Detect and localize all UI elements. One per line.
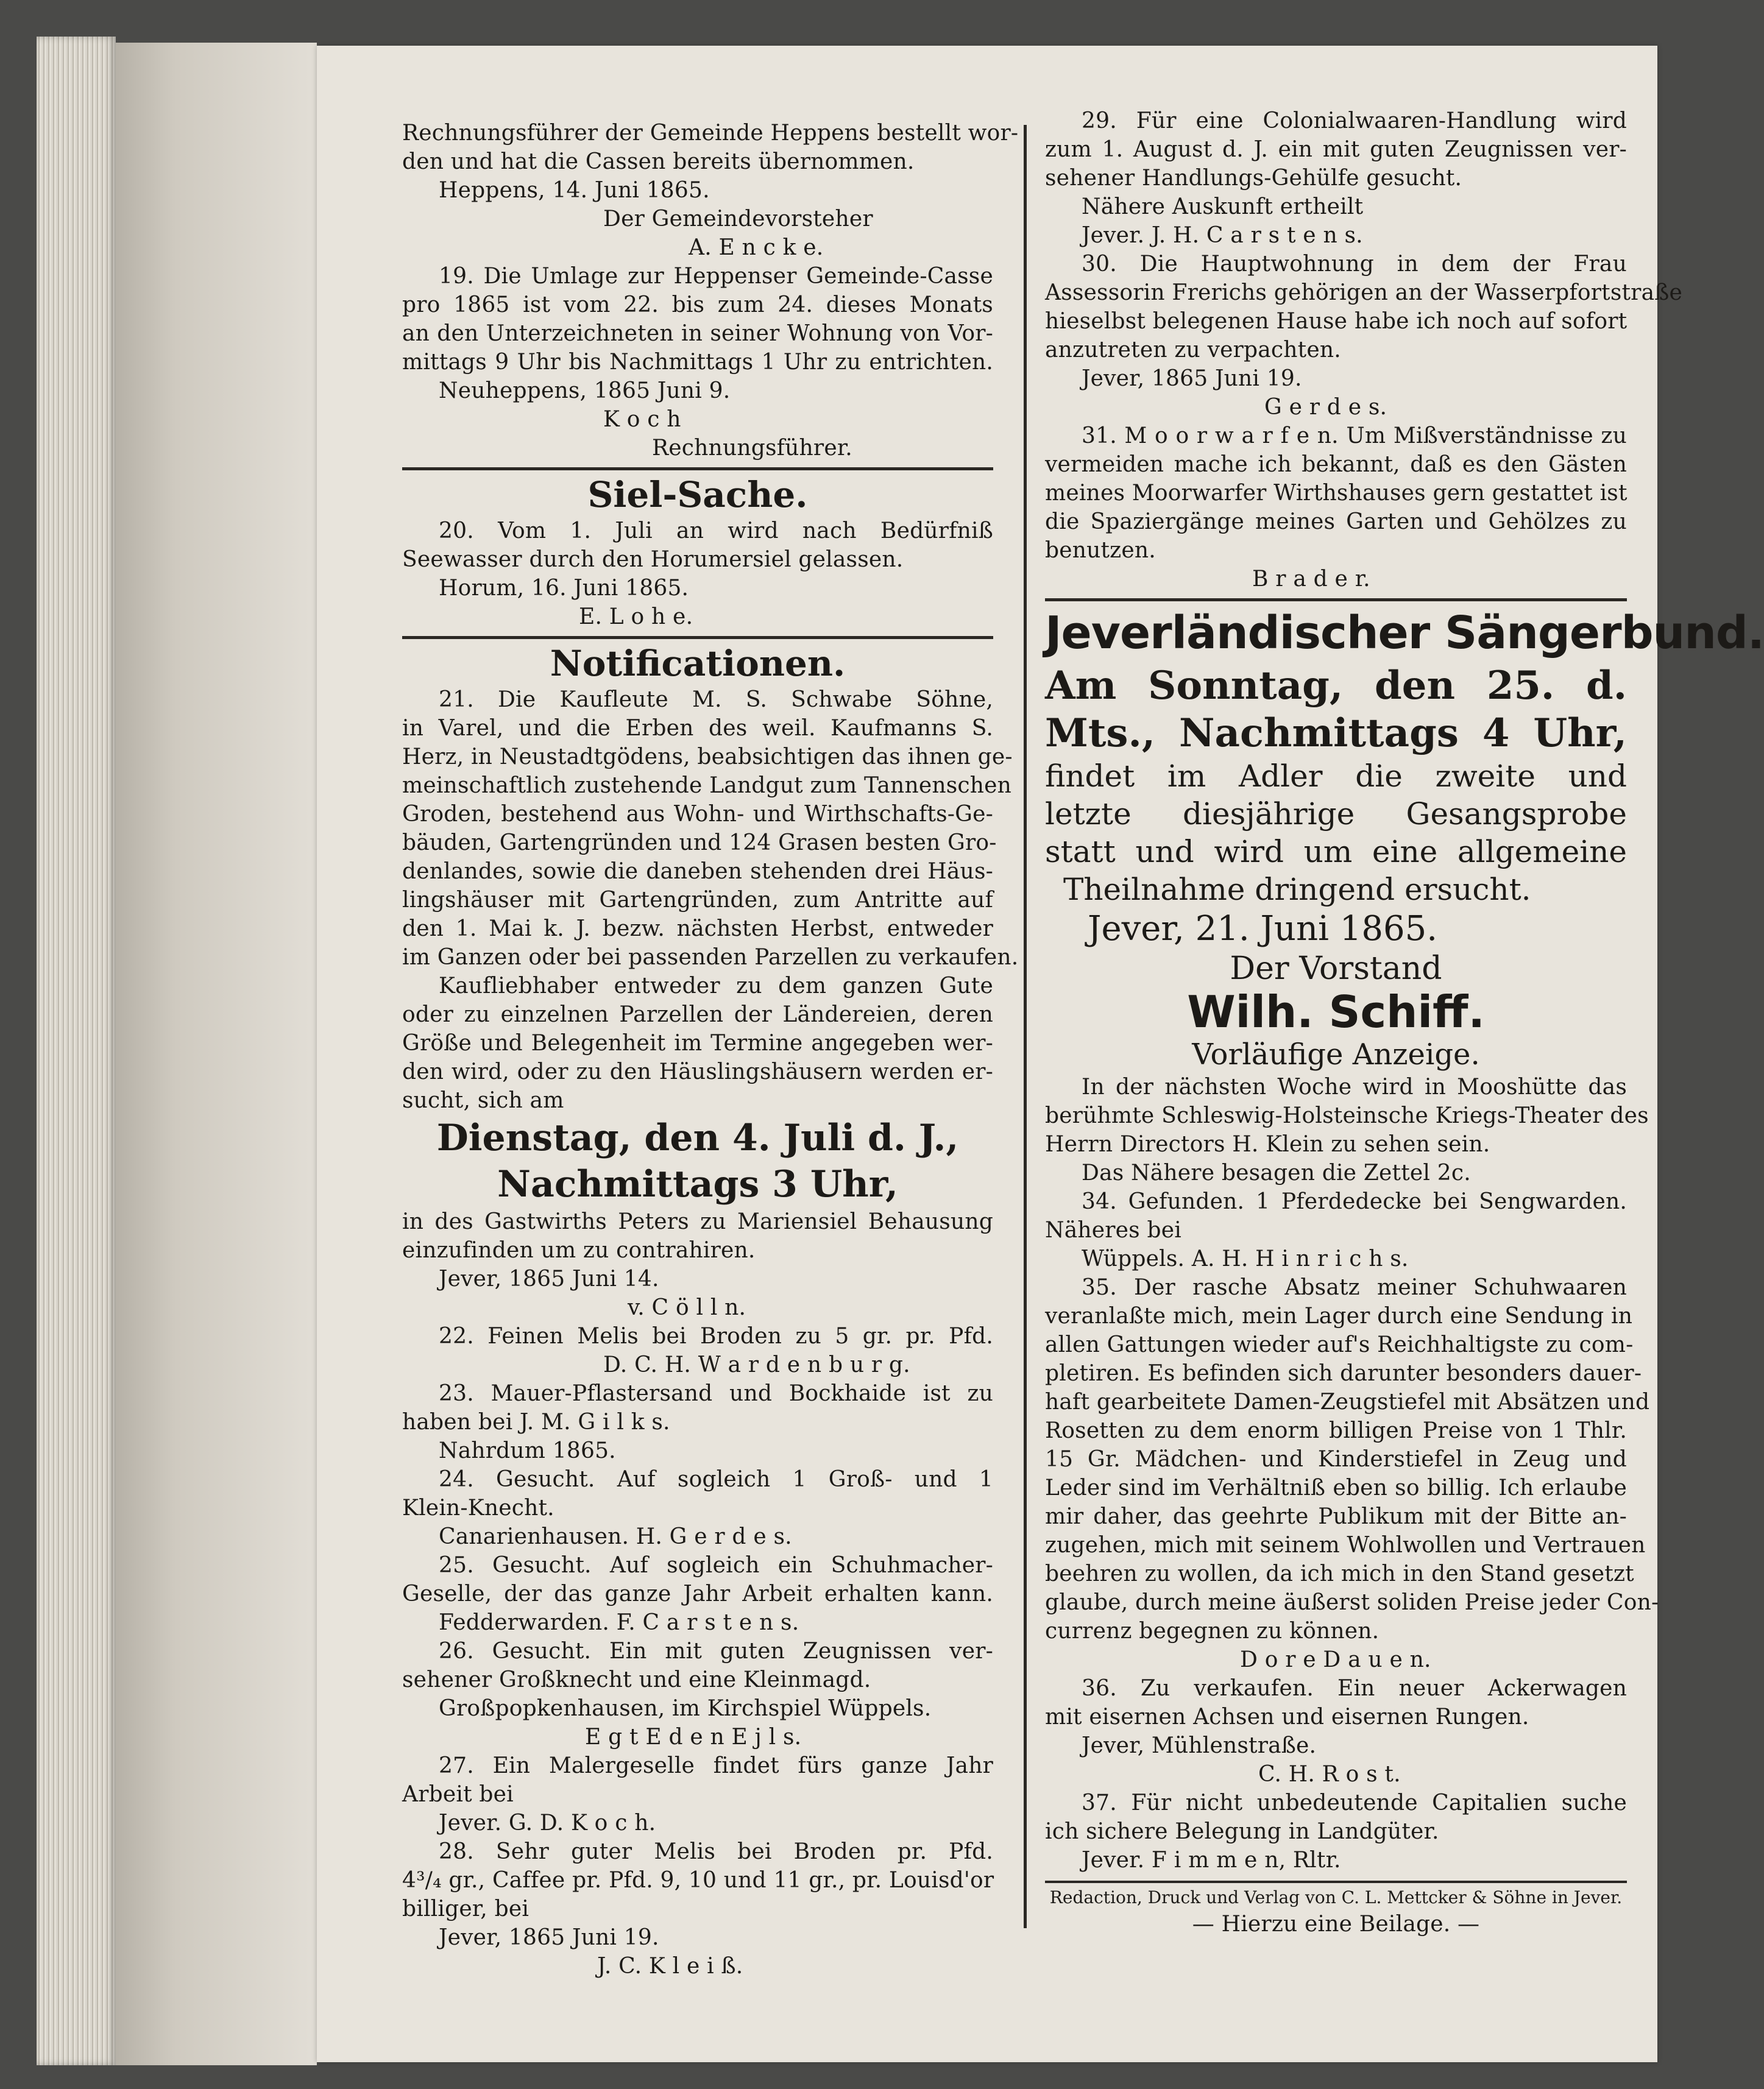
newspaper-page [317, 46, 1764, 2062]
text-line: allen Gattungen wieder auf's Reichhaltigste zu com- [1045, 1332, 1634, 1357]
text-line: In der nächsten Woche wird in Mooshütte das [1082, 1075, 1627, 1100]
text-line: denlandes, sowie die daneben stehenden drei Häus- [402, 859, 993, 884]
text-line: Wüppels. A. H. H i n r i c h s. [1082, 1246, 1409, 1271]
termin-date: Dienstag, den 4. Juli d. J., [436, 1117, 959, 1159]
text-line: mit eisernen Achsen und eisernen Rungen. [1045, 1705, 1529, 1730]
ad-line: statt und wird um eine allgemeine [1045, 834, 1627, 869]
text-line: den 1. Mai k. J. bezw. nächsten Herbst, entweder [402, 916, 993, 941]
text-line: Rechnungsführer der Gemeinde Heppens bestellt wor- [402, 121, 1019, 146]
text-line: Heppens, 14. Juni 1865. [439, 178, 710, 203]
theatre-notice [1045, 1073, 1649, 1187]
ad-signature-name: Wilh. Schiff. [1187, 986, 1485, 1037]
text-line: Nahrdum 1865. [439, 1438, 616, 1463]
text-line: Näheres bei [1045, 1218, 1181, 1243]
text-line: anzutreten zu verpachten. [1045, 338, 1341, 362]
ad-line: Theilnahme dringend ersucht. [1063, 872, 1531, 907]
text-line: currenz begegnen zu können. [1045, 1619, 1380, 1644]
text-line: 20. Vom 1. Juli an wird nach Bedürfniß [439, 518, 993, 543]
text-line: E g t E d e n E j l s. [585, 1725, 802, 1750]
text-line: an den Unterzeichneten in seiner Wohnung von Vor- [402, 321, 993, 346]
text-line: Jever, 1865 Juni 19. [1082, 366, 1302, 391]
text-line: 26. Gesucht. Ein mit guten Zeugnissen ver- [439, 1639, 993, 1664]
text-line: v. C ö l l n. [628, 1295, 746, 1320]
text-line: Kaufliebhaber entweder zu dem ganzen Gute [439, 974, 993, 999]
text-line: Das Nähere besagen die Zettel 2c. [1082, 1161, 1471, 1186]
text-line: zugehen, mich mit seinem Wohlwollen und Vertrauen [1045, 1533, 1646, 1558]
text-line: Nähere Auskunft ertheilt [1082, 194, 1364, 219]
text-line: 29. Für eine Colonialwaaren-Handlung wird [1082, 108, 1627, 133]
text-line: 36. Zu verkaufen. Ein neuer Ackerwagen [1082, 1676, 1627, 1701]
text-line: den und hat die Cassen bereits übernommen. [402, 149, 915, 174]
text-line: 30. Die Hauptwohnung in dem der Frau [1082, 252, 1627, 277]
classified-ads-right [1045, 1187, 1659, 1875]
text-line: ich sichere Belegung in Landgüter. [1045, 1819, 1439, 1844]
text-line: lingshäuser mit Gartengründen, zum Antritte auf [402, 888, 993, 913]
text-line: Größe und Belegenheit im Termine angegeben wer- [402, 1031, 993, 1056]
text-line: Herrn Directors H. Klein zu sehen sein. [1045, 1132, 1490, 1157]
text-line: Horum, 16. Juni 1865. [439, 576, 689, 601]
text-line: sehener Handlungs-Gehülfe gesucht. [1045, 166, 1462, 191]
saengerbund-banner: Jeverländischer Sängerbund. [1045, 607, 1764, 659]
text-line: 24. Gesucht. Auf sogleich 1 Groß- und 1 [439, 1467, 993, 1492]
text-line: 21. Die Kaufleute M. S. Schwabe Söhne, [439, 687, 993, 712]
ad-line-sunday: Am Sonntag, den 25. d. [1045, 663, 1627, 709]
text-line: zum 1. August d. J. ein mit guten Zeugnissen ver- [1045, 137, 1627, 162]
text-line: Arbeit bei [402, 1782, 514, 1807]
text-line: benutzen. [1045, 538, 1156, 563]
text-line: G e r d e s. [1264, 395, 1387, 420]
text-line: 25. Gesucht. Auf sogleich ein Schuhmacher- [439, 1553, 993, 1578]
text-line: Leder sind im Verhältniß eben so billig. Ich erlaube [1045, 1476, 1627, 1500]
text-line: C. H. R o s t. [1258, 1762, 1401, 1787]
text-line: einzufinden um zu contrahiren. [402, 1238, 756, 1263]
text-line: meines Moorwarfer Wirthshauses gern gestattet ist [1045, 481, 1628, 506]
text-line: Assessorin Frerichs gehörigen an der Wasserpfortstraße [1045, 280, 1682, 305]
text-line: E. L o h e. [579, 604, 693, 629]
text-line: haft gearbeitete Damen-Zeugstiefel mit Absätzen und [1045, 1390, 1650, 1415]
text-line: Jever, 1865 Juni 19. [439, 1925, 659, 1950]
text-line: veranlaßte mich, mein Lager durch eine Sendung in [1045, 1304, 1633, 1329]
text-line: A. E n c k e. [689, 235, 824, 260]
left-column [402, 119, 1019, 1981]
text-line: Canarienhausen. H. G e r d e s. [439, 1524, 792, 1549]
text-line: 28. Sehr guter Melis bei Broden pr. Pfd. [439, 1839, 993, 1864]
imprint-rule [1045, 1881, 1627, 1883]
text-line: die Spaziergänge meines Garten und Gehölzes zu [1045, 509, 1627, 534]
ad-signature-title: Der Vorstand [1230, 950, 1442, 987]
text-line: Seewasser durch den Horumersiel gelassen. [402, 547, 904, 572]
text-line: Rosetten zu dem enorm billigen Preise von 1 Thlr. [1045, 1418, 1627, 1443]
text-line: beehren zu wollen, da ich mich in den Stand gesetzt [1045, 1561, 1634, 1586]
text-line: billiger, bei [402, 1896, 530, 1921]
text-line: hieselbst belegenen Hause habe ich noch auf sofort [1045, 309, 1628, 334]
preliminary-notice-heading: Vorläufige Anzeige. [1192, 1037, 1480, 1072]
text-line: D. C. H. W a r d e n b u r g. [603, 1352, 910, 1377]
text-line: mittags 9 Uhr bis Nachmittags 1 Uhr zu entrichten. [402, 350, 993, 375]
text-line: oder zu einzelnen Parzellen der Ländereien, deren [402, 1002, 993, 1027]
text-line: Geselle, der das ganze Jahr Arbeit erhalten kann. [402, 1582, 993, 1607]
text-line: bäuden, Gartengründen und 124 Grasen besten Gro- [402, 830, 997, 855]
text-line: D o r e D a u e n. [1240, 1647, 1431, 1672]
classified-ads-right-top [1045, 107, 1682, 593]
text-line: 4³/₄ gr., Caffee pr. Pfd. 9, 10 und 11 gr., pr. Louisd'or [402, 1868, 994, 1893]
right-column [1045, 107, 1764, 1939]
text-line: Jever. J. H. C a r s t e n s. [1082, 223, 1363, 248]
text-line: Jever, 1865 Juni 14. [439, 1267, 659, 1292]
termin-time: Nachmittags 3 Uhr, [497, 1163, 898, 1206]
ad-line-afternoon: Mts., Nachmittags 4 Uhr, [1045, 710, 1627, 756]
text-line: 35. Der rasche Absatz meiner Schuhwaaren [1082, 1275, 1627, 1300]
heppens-notices [402, 119, 1019, 462]
text-line: sehener Großknecht und eine Kleinmagd. [402, 1667, 871, 1692]
text-line: Großpopkenhausen, im Kirchspiel Wüppels. [439, 1696, 932, 1721]
text-line: vermeiden mache ich bekannt, daß es den Gästen [1045, 452, 1627, 477]
text-line: 34. Gefunden. 1 Pferdedecke bei Sengwarden. [1082, 1189, 1627, 1214]
text-line: Der Gemeindevorsteher [603, 207, 873, 232]
text-line: in Varel, und die Erben des weil. Kaufmanns S. [402, 716, 993, 741]
text-line: haben bei J. M. G i l k s. [402, 1410, 670, 1435]
text-line: mir daher, das geehrte Publikum mit der Bitte an- [1045, 1504, 1627, 1529]
text-line: glaube, durch meine äußerst soliden Preise jeder Con- [1045, 1590, 1659, 1615]
text-line: 37. Für nicht unbedeutende Capitalien suche [1082, 1790, 1627, 1815]
text-line: 19. Die Umlage zur Heppenser Gemeinde-Casse [439, 264, 993, 289]
siel-notice [402, 517, 993, 631]
text-line: im Ganzen oder bei passenden Parzellen zu verkaufen. [402, 945, 1019, 970]
text-line: Rechnungsführer. [652, 436, 852, 461]
ad-date: Jever, 21. Juni 1865. [1088, 909, 1438, 949]
land-sale-notice [402, 685, 1019, 1115]
text-line: Jever, Mühlenstraße. [1082, 1733, 1317, 1758]
text-line: 31. M o o r w a r f e n. Um Mißverständnisse zu [1082, 423, 1627, 448]
ad-line: letzte diesjährige Gesangsprobe [1045, 796, 1627, 832]
text-line: Jever. G. D. K o c h. [439, 1811, 656, 1836]
notifications-heading: Notificationen. [550, 643, 846, 684]
text-line: Fedderwarden. F. C a r s t e n s. [439, 1610, 799, 1635]
ad-line: findet im Adler die zweite und [1045, 758, 1627, 794]
classified-ads-left [402, 1322, 993, 1981]
column-rule [1024, 125, 1027, 1928]
text-line: berühmte Schleswig-Holsteinsche Kriegs-Theater des [1045, 1103, 1649, 1128]
text-line: 22. Feinen Melis bei Broden zu 5 gr. pr. Pfd. [439, 1324, 993, 1349]
text-line: B r a d e r. [1252, 567, 1370, 592]
text-line: Klein-Knecht. [402, 1496, 554, 1521]
text-line: den wird, oder zu den Häuslingshäusern werden er- [402, 1059, 993, 1084]
section-rule [402, 467, 993, 470]
text-line: 23. Mauer-Pflastersand und Bockhaide ist zu [439, 1381, 993, 1406]
text-line: Neuheppens, 1865 Juni 9. [439, 378, 731, 403]
imprint: Redaction, Druck und Verlag von C. L. Mettcker & Söhne in Jever. [1049, 1887, 1623, 1907]
text-line: K o c h [603, 407, 681, 432]
section-rule [402, 636, 993, 639]
book-page-edges [37, 37, 116, 2065]
text-line: sucht, sich am [402, 1088, 564, 1113]
text-line: 27. Ein Malergeselle findet fürs ganze Jahr [439, 1753, 993, 1778]
text-line: 15 Gr. Mädchen- und Kinderstiefel in Zeug und [1045, 1447, 1627, 1472]
text-line: Jever. F i m m e n, Rltr. [1082, 1848, 1341, 1873]
text-line: Groden, bestehend aus Wohn- und Wirthschafts-Ge- [402, 802, 993, 827]
supplement-note: — Hierzu eine Beilage. — [1192, 1912, 1480, 1937]
text-line: pletiren. Es befinden sich darunter besonders dauer- [1045, 1361, 1642, 1386]
text-line: Herz, in Neustadtgödens, beabsichtigen das ihnen ge- [402, 744, 1013, 769]
text-line: in des Gastwirths Peters zu Mariensiel Behausung [402, 1209, 993, 1234]
text-line: J. C. K l e i ß. [597, 1954, 743, 1979]
section-rule [1045, 598, 1627, 601]
land-sale-notice-end [402, 1207, 993, 1322]
text-line: meinschaftlich zustehende Landgut zum Tannenschen [402, 773, 1012, 798]
book-gutter [116, 43, 317, 2065]
siel-heading: Siel-Sache. [587, 474, 808, 515]
text-line: pro 1865 ist vom 22. bis zum 24. dieses Monats [402, 292, 993, 317]
